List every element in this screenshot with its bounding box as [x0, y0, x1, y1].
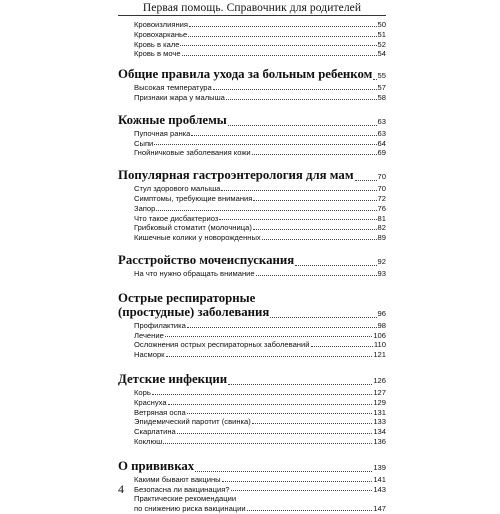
toc-entry[interactable] — [118, 340, 386, 350]
toc-section-title: О прививках — [118, 458, 195, 473]
toc-entry-title: Насморк — [134, 350, 165, 360]
toc-section-page: 139 — [373, 462, 386, 472]
toc-section[interactable] — [118, 67, 386, 83]
toc-entry[interactable] — [118, 437, 386, 447]
toc-entry[interactable] — [118, 350, 386, 360]
toc-entry[interactable] — [118, 184, 386, 194]
dot-leader — [221, 190, 376, 191]
toc-section[interactable] — [118, 459, 386, 475]
toc-entry-page: 106 — [373, 330, 386, 340]
toc-entry-title: Кровоизлияния — [134, 20, 189, 29]
toc-entry-page: 98 — [377, 320, 386, 330]
toc-entry-page: 93 — [377, 268, 386, 278]
dot-leader — [252, 423, 373, 424]
dot-leader — [187, 327, 377, 328]
toc-entry[interactable] — [118, 148, 386, 158]
toc-entry-page: 52 — [377, 39, 386, 49]
dot-leader — [163, 443, 372, 444]
toc-entry[interactable] — [118, 129, 386, 139]
toc-entry[interactable] — [118, 30, 386, 40]
dot-leader — [191, 135, 376, 136]
toc-entry[interactable] — [118, 93, 386, 103]
running-header: Первая помощь. Справочник для родителей — [142, 2, 362, 14]
toc-section[interactable] — [118, 168, 386, 184]
toc-entry-page: 141 — [373, 474, 386, 484]
toc-entry-title: Кровь в моче — [134, 49, 181, 59]
dot-leader — [154, 144, 376, 145]
dot-leader — [253, 229, 377, 230]
toc-section[interactable] — [118, 113, 386, 129]
toc-section[interactable] — [118, 253, 386, 269]
toc-entry-title: Коклюш — [134, 436, 163, 446]
dot-leader — [253, 200, 376, 201]
toc-entry[interactable] — [118, 49, 386, 59]
toc-entry-title: Осложнения острых респираторных заболеваний — [134, 340, 310, 350]
toc-entry-page: 58 — [377, 92, 386, 102]
toc-entry[interactable] — [118, 194, 386, 204]
toc-entry-page: 147 — [373, 504, 386, 514]
dot-leader — [247, 510, 373, 511]
toc-entry-title: Высокая температура — [134, 83, 212, 93]
toc-entry-title: Что такое дисбактериоз — [134, 213, 219, 223]
toc-entry-page: 133 — [373, 417, 386, 427]
toc-section-page: 96 — [377, 308, 386, 318]
toc-entry-page: 76 — [377, 203, 386, 213]
toc-entry-page: 64 — [377, 138, 386, 148]
dot-leader — [182, 55, 377, 56]
toc-entry[interactable] — [118, 485, 386, 495]
toc-section-page: 92 — [377, 256, 386, 266]
dot-leader — [165, 336, 373, 337]
toc-entry-page: 82 — [377, 223, 386, 233]
toc-entry[interactable] — [118, 269, 386, 279]
dot-leader — [295, 265, 376, 266]
toc-section-page: 55 — [377, 71, 386, 81]
toc-section-page: 70 — [377, 172, 386, 182]
toc-entry-title: Безопасна ли вакцинация? — [134, 484, 230, 494]
dot-leader — [187, 413, 373, 414]
dot-leader — [219, 219, 376, 220]
dot-leader — [156, 210, 376, 211]
toc-entry-page: 134 — [373, 427, 386, 437]
toc-entry-title: Корь — [134, 387, 151, 397]
toc-entry-title: Сыпи — [134, 138, 154, 148]
toc-entry-title: Какими бывают вакцины — [134, 474, 221, 484]
toc-entry-page: 136 — [373, 436, 386, 446]
toc-entry[interactable] — [118, 408, 386, 418]
toc-entry-page: 143 — [373, 484, 386, 494]
toc-entry-title: Кровь в кале — [134, 39, 180, 49]
toc-section-title: (простудные) заболевания — [118, 304, 270, 319]
toc-entry-page: 110 — [373, 340, 386, 350]
toc-entry[interactable] — [118, 20, 386, 30]
toc-section[interactable] — [118, 372, 386, 388]
toc-entry[interactable] — [118, 427, 386, 437]
toc-entry-title: Стул здорового малыша — [134, 184, 221, 194]
toc-section-title: Популярная гастроэнтерология для мам — [118, 168, 354, 183]
toc-entry-page: 63 — [377, 128, 386, 138]
dot-leader — [152, 394, 373, 395]
toc-entry-page: 69 — [377, 148, 386, 158]
dot-leader — [252, 154, 377, 155]
toc-entry-page: 127 — [373, 387, 386, 397]
toc-entry[interactable] — [118, 223, 386, 233]
toc-entry-title: Краснуха — [134, 397, 167, 407]
toc-entry-title: Скарлатина — [134, 427, 176, 437]
toc-entry-title: Профилактика — [134, 320, 186, 330]
toc-entry-page: 131 — [373, 407, 386, 417]
toc-entry-title: Гнойничковые заболевания кожи — [134, 148, 251, 158]
toc-entry-title: Запор — [134, 203, 156, 213]
toc-entry[interactable] — [118, 214, 386, 224]
page-number: 4 — [118, 482, 124, 496]
dot-leader — [373, 79, 376, 80]
toc-entry-title: Ветряная оспа — [134, 407, 186, 417]
dot-leader — [189, 26, 377, 27]
dot-leader — [228, 384, 372, 385]
dot-leader — [231, 490, 373, 491]
toc-section-title: Расстройство мочеиспускания — [118, 252, 295, 267]
dot-leader — [195, 471, 372, 472]
toc-entry[interactable] — [118, 504, 386, 514]
dot-leader — [270, 317, 376, 318]
toc-entry-title: по снижению риска вакцинации — [134, 504, 246, 514]
toc-section-title: Общие правила ухода за больным ребенком — [118, 67, 373, 82]
toc-entry[interactable] — [118, 388, 386, 398]
dot-leader — [262, 239, 377, 240]
dot-leader — [355, 180, 377, 181]
toc-entry[interactable] — [118, 398, 386, 408]
toc-entry-title: Лечение — [134, 330, 164, 340]
toc-entry-title: Эпидемический паротит (свинка) — [134, 417, 251, 427]
toc-entry-page: 81 — [377, 213, 386, 223]
toc-entry-title: Симптомы, требующие внимания — [134, 193, 253, 203]
toc-entry-page: 121 — [373, 350, 386, 360]
dot-leader — [213, 89, 377, 90]
toc-entry[interactable] — [118, 475, 386, 485]
toc-entry[interactable] — [118, 233, 386, 243]
toc-entry-page: 57 — [377, 83, 386, 93]
toc-entry-title-line[interactable]: Практические рекомендации — [134, 494, 237, 504]
dot-leader — [180, 45, 376, 46]
dot-leader — [311, 346, 373, 347]
toc-section[interactable] — [118, 305, 386, 321]
toc-entry-title: Признаки жара у малыша — [134, 92, 225, 102]
toc-entry[interactable] — [118, 321, 386, 331]
toc-entry-page: 129 — [373, 397, 386, 407]
dot-leader — [188, 36, 376, 37]
toc-section-title-line[interactable]: Острые респираторные — [118, 290, 256, 305]
toc-section-title: Детские инфекции — [118, 371, 228, 386]
toc-entry-title: Кишечные колики у новорожденных — [134, 233, 261, 243]
dot-leader — [177, 433, 373, 434]
toc-entry[interactable] — [118, 139, 386, 149]
toc-entry[interactable] — [118, 40, 386, 50]
toc-entry[interactable] — [118, 204, 386, 214]
dot-leader — [256, 275, 377, 276]
toc-entry-title: Грибковый стоматит (молочница) — [134, 223, 252, 233]
toc-entry-title: Пупочная ранка — [134, 128, 191, 138]
toc-entry[interactable] — [118, 331, 386, 341]
toc-entry-page: 54 — [377, 49, 386, 59]
toc-entry-page: 70 — [377, 184, 386, 194]
toc-entry-page: 72 — [377, 193, 386, 203]
dot-leader — [226, 99, 377, 100]
dot-leader — [228, 125, 377, 126]
toc-section-title: Кожные проблемы — [118, 112, 227, 127]
toc-entry-page: 89 — [377, 233, 386, 243]
toc-entry-page: 51 — [377, 29, 386, 39]
dot-leader — [222, 481, 373, 482]
dot-leader — [166, 356, 373, 357]
dot-leader — [168, 404, 373, 405]
toc-entry[interactable] — [118, 417, 386, 427]
table-of-contents — [118, 20, 386, 514]
toc-section-page: 63 — [377, 116, 386, 126]
toc-section-page: 126 — [373, 375, 386, 385]
toc-entry-title: Кровохарканье — [134, 29, 188, 39]
header-rule — [118, 15, 386, 16]
toc-entry[interactable] — [118, 83, 386, 93]
toc-entry-page: 50 — [377, 20, 386, 29]
toc-entry-title: На что нужно обращать внимание — [134, 268, 255, 278]
